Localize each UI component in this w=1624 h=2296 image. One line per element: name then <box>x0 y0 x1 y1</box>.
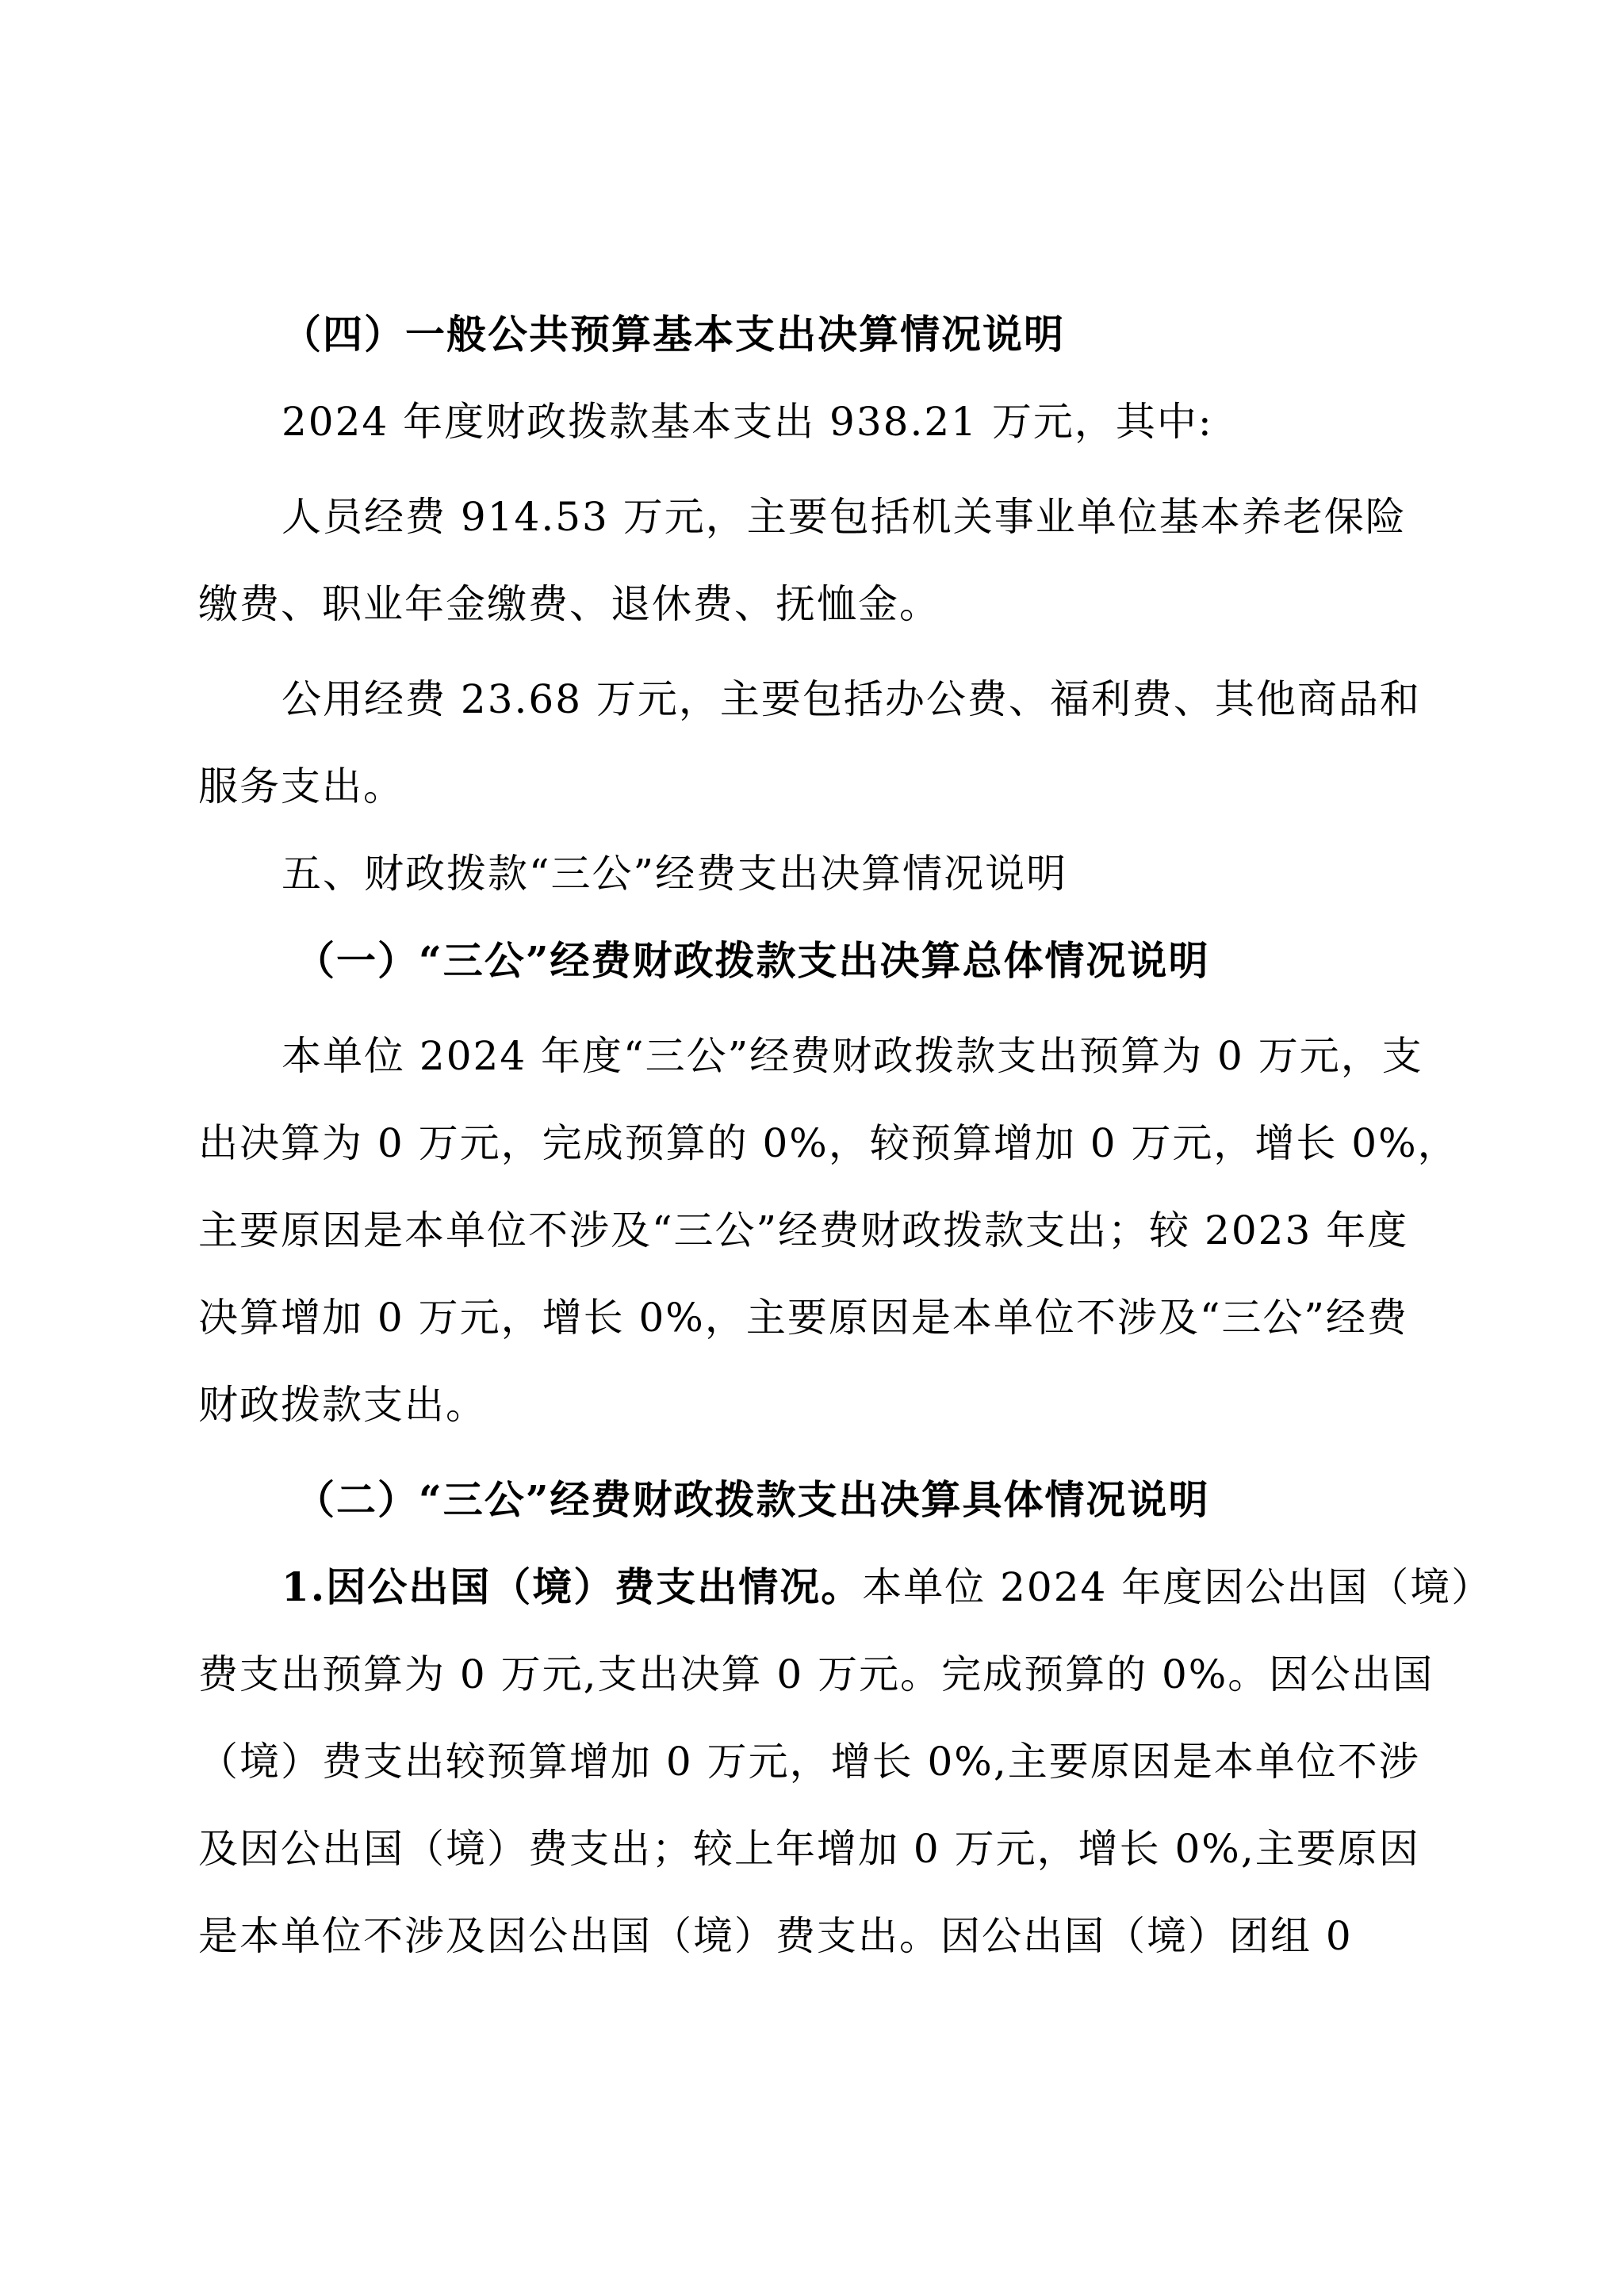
paragraph-personnel-line1: 人员经费 914.53 万元，主要包括机关事业单位基本养老保险 <box>282 494 1407 540</box>
item1-line1-rest: 本单位 2024 年度因公出国（境） <box>862 1564 1493 1610</box>
paragraph-item1-line3: （境）费支出较预算增加 0 万元，增长 0%,主要原因是本单位不涉 <box>198 1739 1420 1785</box>
paragraph-item1-line5: 是本单位不涉及因公出国（境）费支出。因公出国（境）团组 0 <box>198 1913 1353 1959</box>
paragraph-item1-line4: 及因公出国（境）费支出；较上年增加 0 万元，增长 0%,主要原因 <box>198 1826 1420 1872</box>
paragraph-overall-line4: 决算增加 0 万元，增长 0%，主要原因是本单位不涉及“三公”经费 <box>198 1295 1408 1341</box>
heading-basic-expenditure: （四）一般公共预算基本支出决算情况说明 <box>282 311 1065 358</box>
paragraph-personnel-line2: 缴费、职业年金缴费、退休费、抚恤金。 <box>198 581 940 627</box>
item1-title: 1.因公出国（境）费支出情况。 <box>282 1563 863 1610</box>
subheading-specific: （二）“三公”经费财政拨款支出决算具体情况说明 <box>295 1476 1210 1523</box>
section-five-title: 五、财政拨款“三公”经费支出决算情况说明 <box>282 851 1068 897</box>
paragraph-overall-line2: 出决算为 0 万元，完成预算的 0%，较预算增加 0 万元，增长 0%， <box>198 1120 1459 1166</box>
paragraph-item1-line1 <box>282 1563 1492 1611</box>
subheading-overall: （一）“三公”经费财政拨款支出决算总体情况说明 <box>295 937 1210 984</box>
paragraph-overall-line1: 本单位 2024 年度“三公”经费财政拨款支出预算为 0 万元，支 <box>282 1033 1423 1079</box>
paragraph-basic-total: 2024 年度财政拨款基本支出 938.21 万元，其中: <box>282 399 1213 445</box>
paragraph-overall-line3: 主要原因是本单位不涉及“三公”经费财政拨款支出；较 2023 年度 <box>198 1207 1409 1253</box>
paragraph-public-line2: 服务支出。 <box>198 763 404 809</box>
paragraph-item1-line2: 费支出预算为 0 万元,支出决算 0 万元。完成预算的 0%。因公出国 <box>198 1651 1434 1697</box>
paragraph-overall-line5: 财政拨款支出。 <box>198 1382 487 1428</box>
paragraph-public-line1: 公用经费 23.68 万元，主要包括办公费、福利费、其他商品和 <box>282 676 1421 722</box>
